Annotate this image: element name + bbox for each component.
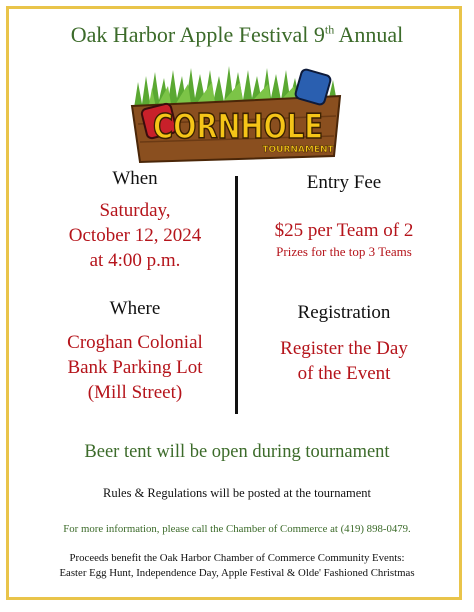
registration-line-2: of the Event xyxy=(297,363,391,384)
logo-word: CORNHOLE xyxy=(153,107,323,147)
when-section xyxy=(40,168,230,273)
proceeds-line-1: Proceeds benefit the Oak Harbor Chamber of Commerce Community Events: xyxy=(69,552,405,564)
when-line-1: Saturday, xyxy=(99,200,171,221)
entry-fee-section xyxy=(244,172,444,260)
registration-heading: Registration xyxy=(297,302,391,323)
entry-fee-heading: Entry Fee xyxy=(306,172,382,193)
cornhole-logo xyxy=(128,52,346,164)
when-line-2: October 12, 2024 xyxy=(68,225,202,246)
contact-info: For more information, please call the Chamber of Commerce at (419) 898-0479. xyxy=(63,523,411,535)
where-heading: Where xyxy=(109,298,161,319)
logo-subword: TOURNAMENT xyxy=(262,145,334,155)
registration-line-1: Register the Day xyxy=(280,338,408,359)
when-heading: When xyxy=(112,168,158,189)
registration-section xyxy=(244,302,444,386)
when-line-3: at 4:00 p.m. xyxy=(89,250,181,271)
entry-fee-amount: $25 per Team of 2 xyxy=(274,220,414,241)
proceeds-line-2: Easter Egg Hunt, Independence Day, Apple Festival & Olde' Fashioned Christmas xyxy=(59,567,415,579)
where-section xyxy=(40,298,230,405)
column-divider xyxy=(235,176,238,414)
entry-fee-prizes: Prizes for the top 3 Teams xyxy=(276,244,412,259)
rules-notice: Rules & Regulations will be posted at the tournament xyxy=(102,486,371,500)
where-line-1: Croghan Colonial xyxy=(67,332,203,353)
proceeds-notice xyxy=(0,551,474,581)
where-line-2: Bank Parking Lot xyxy=(67,357,203,378)
where-line-3: (Mill Street) xyxy=(87,382,183,403)
page-title: Oak Harbor Apple Festival 9th Annual xyxy=(70,22,404,47)
beer-tent-notice: Beer tent will be open during tournament xyxy=(84,442,390,462)
